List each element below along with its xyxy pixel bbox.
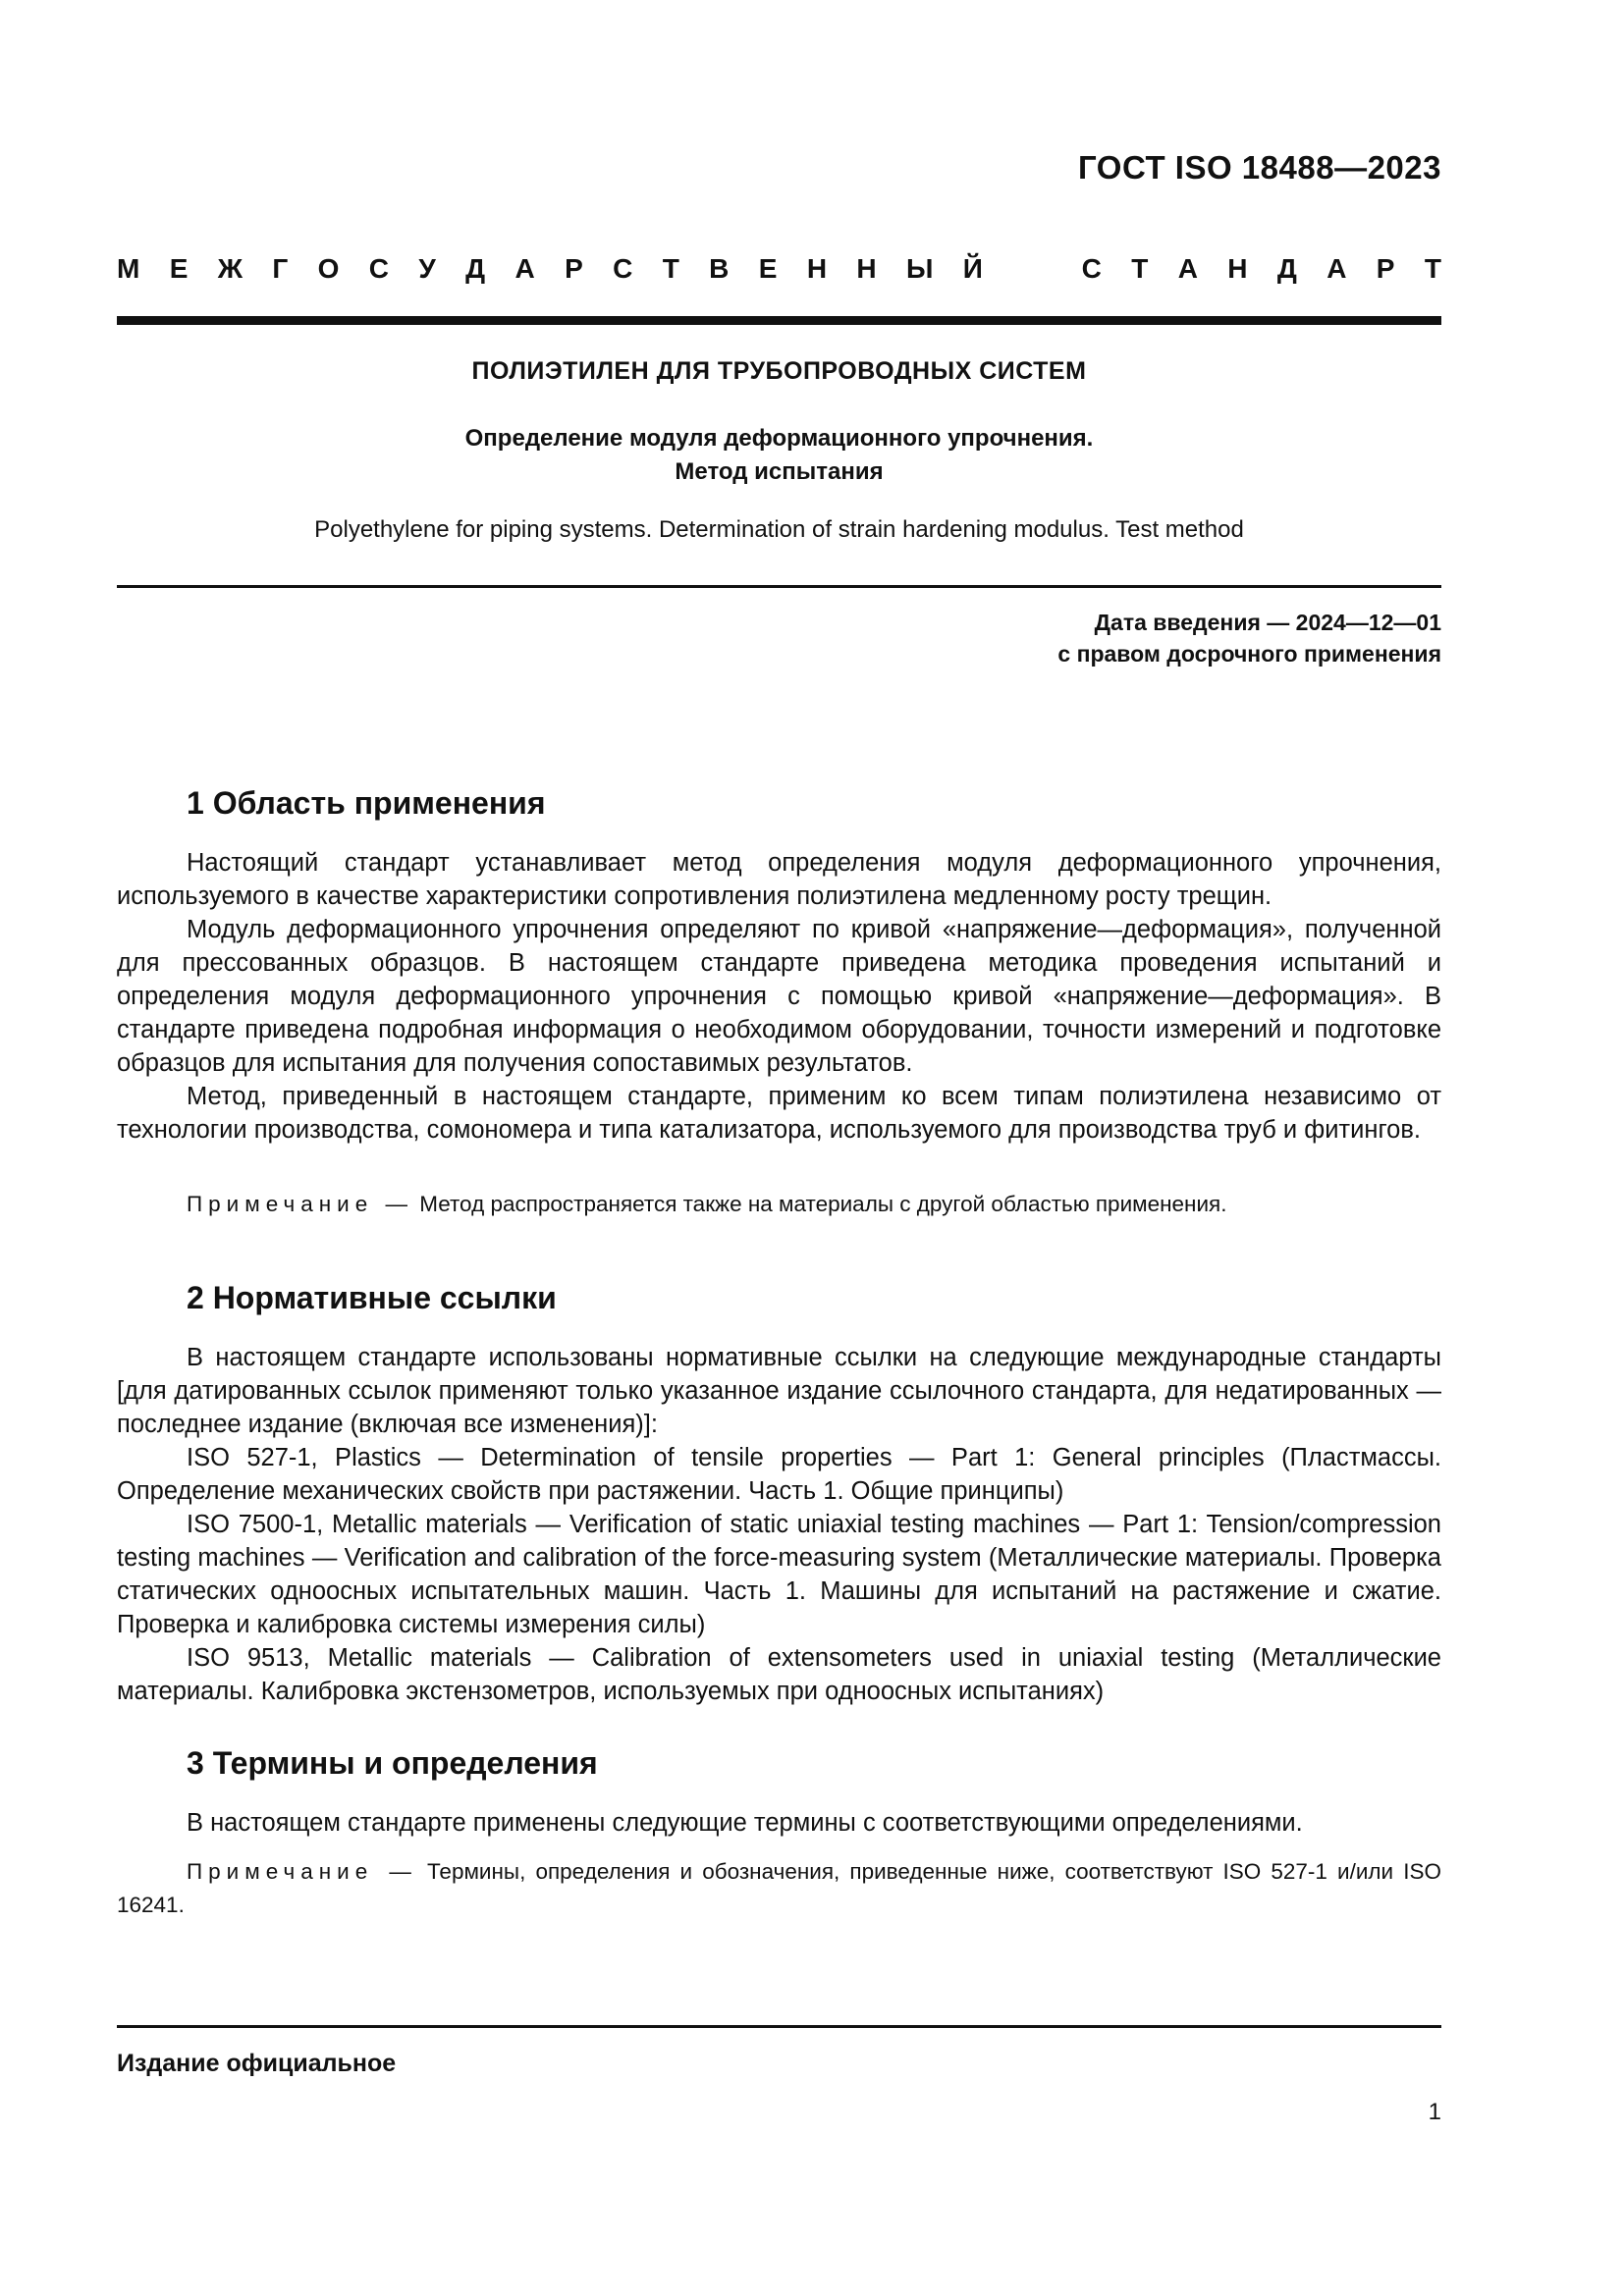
banner_word1-letter: С: [613, 253, 633, 284]
standard-type-banner: [117, 253, 1441, 285]
section-1-paragraph-1: Настоящий стандарт устанавливает метод определения модуля деформационного упрочнения, используемого в качестве характеристики сопротивления полиэтилена медленному росту трещин.: [117, 849, 1441, 910]
reference-iso-7500-1: ISO 7500-1, Metallic materials — Verification of static uniaxial testing machines — Part 1: Tension/compression testing machines — Verification and calibration of the force-measuring system (Металлические материалы. Проверка статических одноосных испытательных машин. Часть 1. Машины для испытаний на растяжение и сжатие. Проверка и калибровка системы измерения силы): [117, 1511, 1441, 1638]
introduction-date-block: [1057, 607, 1441, 669]
section-1-note: [187, 1188, 1441, 1221]
banner_word1-letter: А: [514, 253, 535, 284]
banner_word1-letter: Д: [465, 253, 486, 284]
banner_word1-letter: Н: [856, 253, 877, 284]
document-subtitle: [117, 422, 1441, 489]
section-3-body: [117, 1806, 1441, 1840]
banner_word1-letter: Н: [806, 253, 828, 284]
banner_word1-letter: Т: [662, 253, 679, 284]
reference-iso-9513: ISO 9513, Metallic materials — Calibration of extensometers used in uniaxial testing (Металлические материалы. Калибровка экстензометров, используемых при одноосных испытаниях): [117, 1644, 1441, 1705]
banner_word1-letter: С: [368, 253, 390, 284]
banner_word2-letter: А: [1177, 253, 1198, 284]
title-rule: [117, 585, 1441, 588]
section-1-paragraph-2: Модуль деформационного упрочнения определяют по кривой «напряжение—деформация», полученной для прессованных образцов. В настоящем стандарте приведена методика проведения испытаний и определения модуля деформационного упрочнения с помощью кривой «напряжение—деформация». В стандарте приведена подробная информация о необходимом оборудовании, точности измерений и подготовке образцов для испытания для получения сопоставимых результатов.: [117, 916, 1441, 1077]
banner_word1-letter: Ж: [217, 253, 244, 284]
section-3-note: [117, 1855, 1441, 1922]
banner_word1-letter: Ы: [906, 253, 934, 284]
section-2-heading: 2 Нормативные ссылки: [187, 1280, 557, 1315]
banner_word2-letter: Н: [1227, 253, 1248, 284]
header-rule: [117, 316, 1441, 325]
section-1-heading: 1 Область применения: [187, 785, 546, 821]
section-1-body: [117, 846, 1441, 1147]
banner_word1-letter: Е: [169, 253, 189, 284]
section-1-paragraph-3: Метод, приведенный в настоящем стандарте, применим ко всем типам полиэтилена независимо от технологии производства, сомономера и типа катализатора, используемого для производства труб и фитингов.: [117, 1083, 1441, 1144]
banner_word1-letter: М: [117, 253, 140, 284]
banner-word-gap: [1012, 253, 1052, 285]
banner_word2-letter: Д: [1276, 253, 1297, 284]
subtitle-line-2: Метод испытания: [675, 458, 884, 485]
official-edition-label: Издание официальное: [117, 2050, 397, 2077]
banner_word1-letter: Й: [962, 253, 983, 284]
banner_word1-letter: Г: [272, 253, 289, 284]
banner_word1-letter: Р: [565, 253, 583, 284]
banner_word2-letter: А: [1326, 253, 1347, 284]
banner_word2-letter: С: [1081, 253, 1102, 284]
page-number: 1: [1428, 2099, 1441, 2125]
banner_word2-letter: Т: [1131, 253, 1149, 284]
section-2-paragraph-1: В настоящем стандарте использованы нормативные ссылки на следующие международные стандарты [для датированных ссылок применяют только указанное издание ссылочного стандарта, для недатированных — последнее издание (включая все изменения)]:: [117, 1344, 1441, 1438]
note-label: Примечание —: [187, 1859, 417, 1884]
banner_word1-letter: В: [709, 253, 730, 284]
introduction-date: Дата введения — 2024—12—01: [1094, 610, 1441, 635]
standard-number: ГОСТ ISO 18488—2023: [1078, 149, 1441, 186]
subtitle-line-1: Определение модуля деформационного упрочнения.: [464, 425, 1094, 452]
reference-iso-527-1: ISO 527-1, Plastics — Determination of tensile properties — Part 1: General principles (Пластмассы. Определение механических свойств при растяжении. Часть 1. Общие принципы): [117, 1444, 1441, 1505]
english-title: Polyethylene for piping systems. Determination of strain hardening modulus. Test method: [314, 516, 1244, 543]
section-3-heading: 3 Термины и определения: [187, 1745, 598, 1781]
note-label: Примечание —: [187, 1192, 413, 1216]
banner_word1-letter: У: [418, 253, 436, 284]
note-text: Метод распространяется также на материалы с другой областью применения.: [412, 1192, 1227, 1216]
early-application-note: с правом досрочного применения: [1057, 641, 1441, 667]
section-3-paragraph-1: В настоящем стандарте применены следующие термины с соответствующими определениями.: [187, 1809, 1303, 1837]
note-text: Термины, определения и обозначения, приведенные ниже, соответствуют ISO 527-1 и/или ISO 16241.: [117, 1859, 1441, 1917]
footer-rule: [117, 2025, 1441, 2028]
banner_word2-letter: Т: [1424, 253, 1441, 284]
section-2-body: [117, 1341, 1441, 1708]
banner_word1-letter: О: [317, 253, 340, 284]
document-title: ПОЛИЭТИЛЕН ДЛЯ ТРУБОПРОВОДНЫХ СИСТЕМ: [471, 357, 1087, 385]
banner_word1-letter: Е: [758, 253, 778, 284]
banner_word2-letter: Р: [1376, 253, 1395, 284]
